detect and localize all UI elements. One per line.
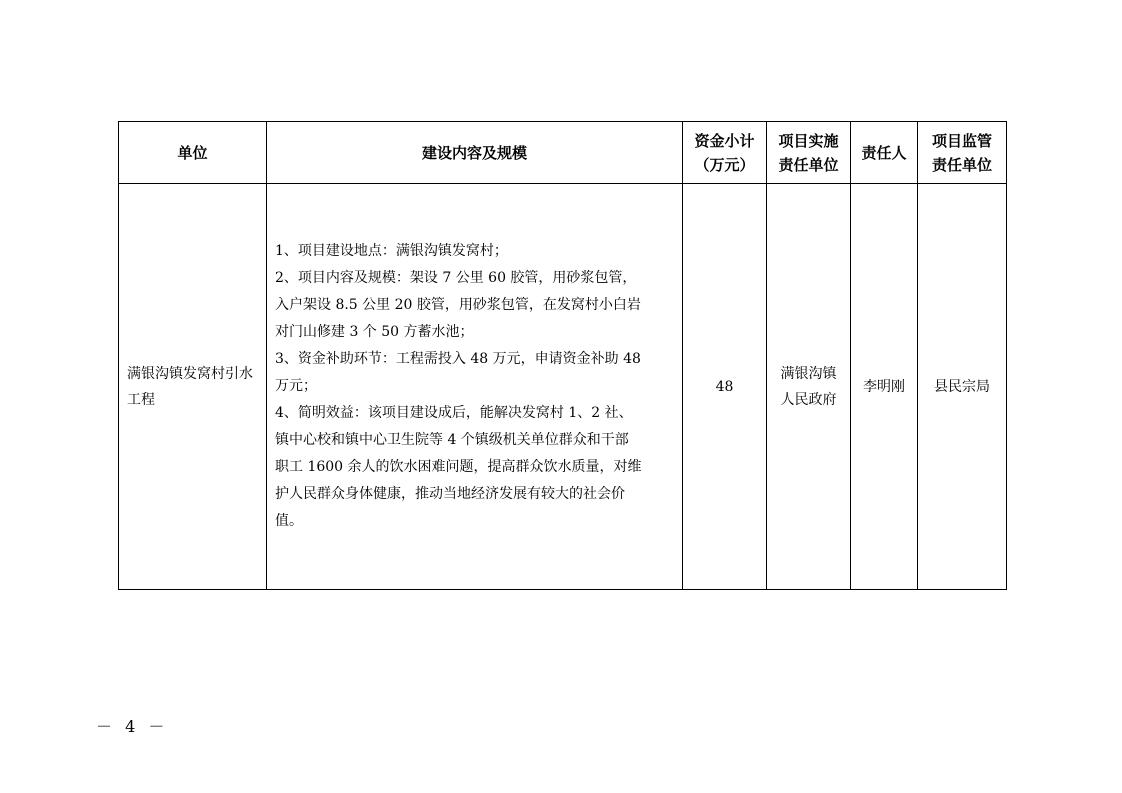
header-impl-label-line2: 责任单位 bbox=[778, 155, 839, 174]
content-line: 职工 1600 余人的饮水困难问题，提高群众饮水质量，对维 bbox=[275, 459, 642, 475]
cell-impl bbox=[767, 184, 851, 590]
table-row bbox=[119, 184, 1007, 590]
content-line: 入户架设 8.5 公里 20 胶管，用砂浆包管，在发窝村小白岩 bbox=[275, 297, 641, 313]
header-person bbox=[851, 122, 918, 184]
unit-name: 满银沟镇发窝村引水工程 bbox=[127, 365, 253, 408]
header-unit bbox=[119, 122, 267, 184]
content-line: 镇中心校和镇中心卫生院等 4 个镇级机关单位群众和干部 bbox=[275, 432, 629, 448]
header-super-label-line1: 项目监管 bbox=[931, 131, 992, 150]
content-line: 护人民群众身体健康，推动当地经济发展有较大的社会价 bbox=[275, 486, 625, 502]
header-unit-label: 单位 bbox=[177, 143, 208, 162]
cell-super bbox=[918, 184, 1007, 590]
header-impl bbox=[767, 122, 851, 184]
person-name: 李明刚 bbox=[863, 378, 905, 395]
cell-person bbox=[851, 184, 918, 590]
table-header-row bbox=[119, 122, 1007, 184]
impl-unit-line1: 满银沟镇 bbox=[780, 365, 837, 382]
content-line: 万元； bbox=[275, 378, 317, 394]
cell-content bbox=[267, 184, 683, 590]
content-line: 3、资金补助环节：工程需投入 48 万元，申请资金补助 48 bbox=[275, 351, 641, 367]
fund-value: 48 bbox=[715, 378, 734, 395]
cell-unit bbox=[119, 184, 267, 590]
content-line: 值。 bbox=[275, 513, 303, 529]
header-content bbox=[267, 122, 683, 184]
content-line: 4、简明效益：该项目建设成后，能解决发窝村 1、2 社、 bbox=[275, 405, 633, 421]
header-fund-label-line2: （万元） bbox=[694, 155, 755, 174]
header-content-label: 建设内容及规模 bbox=[421, 143, 527, 162]
impl-unit-line2: 人民政府 bbox=[780, 391, 837, 408]
header-fund-label-line1: 资金小计 bbox=[694, 131, 755, 150]
header-person-label: 责任人 bbox=[861, 143, 907, 162]
header-impl-label-line1: 项目实施 bbox=[778, 131, 839, 150]
cell-fund bbox=[683, 184, 767, 590]
header-fund bbox=[683, 122, 767, 184]
project-table bbox=[118, 121, 1007, 590]
content-line: 1、项目建设地点：满银沟镇发窝村； bbox=[275, 243, 508, 259]
header-super-label-line2: 责任单位 bbox=[931, 155, 992, 174]
content-line: 对门山修建 3 个 50 方蓄水池； bbox=[275, 324, 474, 340]
content-line: 2、项目内容及规模：架设 7 公里 60 胶管，用砂浆包管， bbox=[275, 270, 637, 286]
page-number: － 4 － bbox=[96, 717, 169, 736]
header-super bbox=[918, 122, 1007, 184]
super-unit: 县民宗局 bbox=[934, 378, 990, 395]
